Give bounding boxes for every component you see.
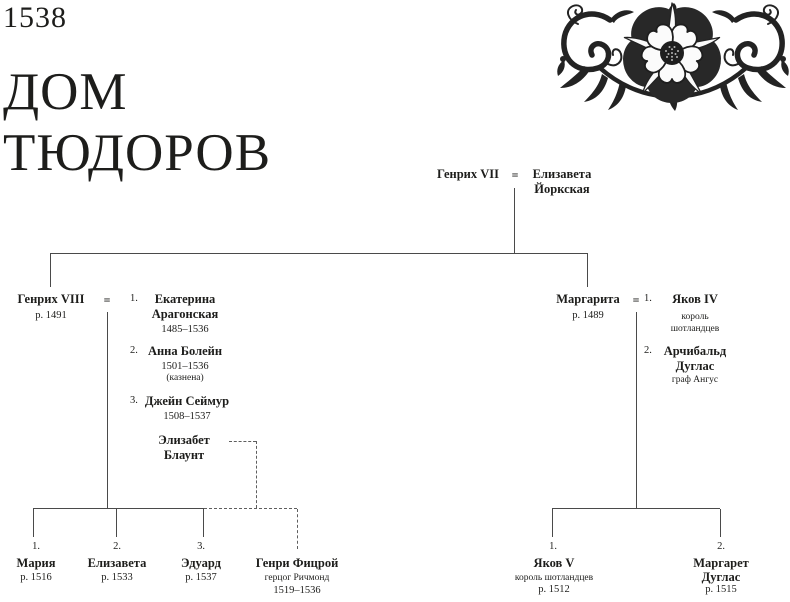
wife-2-name: Анна Болейн (147, 344, 223, 358)
child-3-born: р. 1537 (185, 572, 217, 583)
root-wife-name-line2: Йоркская (534, 182, 590, 196)
henry-name: Генрих VIII (17, 292, 85, 306)
mistress-dashed-line-vertical (256, 441, 257, 508)
year-label: 1538 (3, 1, 67, 34)
root-wife-name-line1: Елизавета (532, 167, 592, 181)
page-title-line2: ТЮДОРОВ (3, 124, 272, 182)
child-2-born: р. 1533 (101, 572, 133, 583)
mistress-name-line1: Элизабет (158, 433, 210, 447)
root-husband-name: Генрих VII (436, 167, 500, 181)
margaret-born: р. 1489 (572, 310, 604, 321)
child-1-born: р. 1516 (20, 572, 52, 583)
right-child-2-name-line1: Маргарет (693, 556, 749, 570)
husband-1-name: Яков IV (672, 292, 718, 306)
husband-2-name-line2: Дуглас (675, 359, 715, 373)
henry-children-line (33, 508, 204, 509)
wife-2-dates: 1501–1536 (161, 361, 209, 372)
margaret-name: Маргарита (556, 292, 620, 306)
henry-born: р. 1491 (35, 310, 67, 321)
wife-3-number: 3. (130, 395, 138, 406)
right-child-2-name (693, 556, 749, 584)
mistress-name-line2: Блаунт (163, 448, 205, 462)
husband-1-number: 1. (644, 293, 652, 304)
page-title (3, 62, 271, 184)
fitzroy-dashed-line-horizontal (204, 508, 297, 509)
husband-1-title-line1: король (681, 312, 709, 322)
right-child-1-name: Яков V (533, 556, 575, 570)
fitzroy-dashed-line-vertical (297, 509, 298, 549)
margaret-children-line (552, 508, 720, 509)
child-1-number: 1. (32, 541, 40, 552)
right-child-1-title: король шотландцев (514, 573, 594, 583)
fitzroy-name: Генри Фицрой (255, 556, 339, 570)
right-child-1-born: р. 1512 (538, 584, 570, 595)
wife-2-number: 2. (130, 345, 138, 356)
wife-1-name-line1: Екатерина (154, 292, 216, 306)
husband-2-number: 2. (644, 345, 652, 356)
husband-2-title: граф Ангус (671, 375, 719, 385)
gen1-sibling-line (50, 253, 588, 254)
fitzroy-title: герцог Ричмонд (264, 573, 330, 583)
child-2-number: 2. (113, 541, 121, 552)
wife-3-dates: 1508–1537 (163, 411, 211, 422)
right-child-2-drop-line (720, 509, 721, 537)
husband-2-name-line1: Арчибальд (663, 344, 727, 358)
husband-2-name (664, 344, 726, 374)
right-child-2-number: 2. (717, 541, 725, 552)
henry-drop-line (50, 253, 51, 287)
right-child-2-born: р. 1515 (705, 584, 737, 595)
henry-equals-sign: = (103, 293, 111, 307)
margaret-drop-line (587, 253, 588, 287)
root-wife-name (533, 167, 592, 197)
tudor-rose-icon (616, 2, 727, 111)
wife-3-name: Джейн Сеймур (144, 394, 230, 408)
mistress-dashed-line-horizontal (229, 441, 256, 442)
wife-1-dates: 1485–1536 (161, 324, 209, 335)
root-equals-sign: = (511, 168, 519, 182)
root-descent-line (514, 188, 515, 253)
page-title-line1: ДОМ (3, 63, 128, 121)
margaret-marriage-line (636, 312, 637, 508)
henry-marriage-line (107, 312, 108, 508)
wife-1-name-line2: Арагонская (151, 307, 219, 321)
wife-1-number: 1. (130, 293, 138, 304)
child-3-drop-line (203, 509, 204, 537)
child-3-number: 3. (197, 541, 205, 552)
fitzroy-dates: 1519–1536 (273, 585, 321, 596)
child-3-name: Эдуард (181, 556, 221, 570)
husband-1-title-line2: шотландцев (670, 324, 720, 334)
right-child-2-name-line2: Дуглас (701, 570, 741, 584)
child-2-drop-line (116, 509, 117, 537)
child-2-name: Елизавета (87, 556, 147, 570)
right-child-1-number: 1. (549, 541, 557, 552)
right-child-1-drop-line (552, 509, 553, 537)
tudor-rose-ornament-icon (556, 2, 790, 116)
wife-2-note: (казнена) (166, 373, 204, 383)
mistress-name (158, 433, 210, 463)
child-1-drop-line (33, 509, 34, 537)
margaret-equals-sign: = (632, 293, 640, 307)
child-1-name: Мария (16, 556, 56, 570)
wife-1-name (152, 292, 219, 322)
